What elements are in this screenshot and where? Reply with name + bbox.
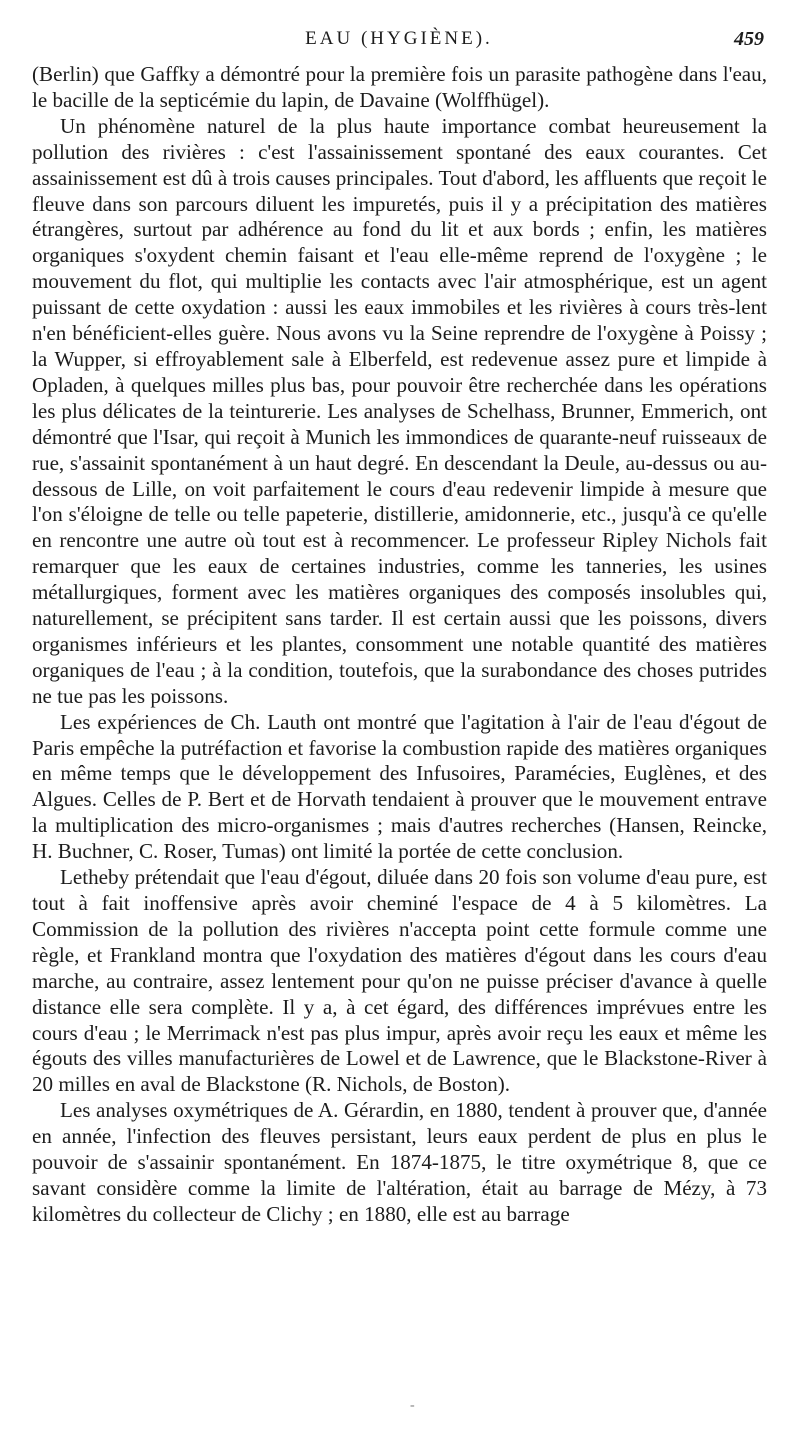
paragraph-continuation: (Berlin) que Gaffky a démontré pour la première fois un parasite pathogène dans l'eau, le bacille de la septicémie du lapin, de Davaine (Wolffhügel). (32, 62, 767, 112)
page-header (34, 28, 764, 58)
paragraph-lauth: Les expériences de Ch. Lauth ont montré que l'agitation à l'air de l'eau d'égout de Paris empêche la putréfaction et favorise la combustion rapide des matières organiques en même temps que le développement des Infusoires, Paramécies, Euglènes, et des Algues. Celles de P. Bert et de Horvath tendaient à prouver que le mouvement entrave la multiplication des micro-organismes ; mais d'autres recherches (Hansen, Reincke, H. Buchner, C. Roser, Tumas) ont limité la portée de cette conclusion. (32, 709, 767, 864)
running-head: EAU (HYGIÈNE). (305, 28, 493, 49)
footer-mark: - (410, 1398, 415, 1413)
paragraph-assainissement: Un phénomène naturel de la plus haute importance combat heureusement la pollution des rivières : c'est l'assainissement spontané des eaux courantes. Cet assainissement est dû à trois causes principales. Tout d'abord, les affluents que reçoit le fleuve dans son parcours diluent les impuretés, puis il y a précipitation des matières étrangères, surtout par adhérence au fond du lit et aux bords ; enfin, les matières organiques s'oxydent chemin faisant et l'eau elle-même reprend de l'oxygène ; le mouvement du flot, qui multiplie les contacts avec l'air atmosphérique, est un agent puissant de cette oxydation : aussi les eaux immobiles et les rivières à cours très-lent n'en bénéficient-elles guère. Nous avons vu la Seine reprendre de l'oxygène à Poissy ; la Wupper, si effroyablement sale à Elberfeld, est redevenue assez pure et limpide à Opladen, à quelques milles plus bas, pour pouvoir être recherchée dans les opérations les plus délicates de la teinturerie. Les analyses de Schelhass, Brunner, Emmerich, ont démontré que l'Isar, qui reçoit à Munich les immondices de quarante-neuf ruisseaux de rue, s'assainit spontanément à un haut degré. En descendant la Deule, au-dessus ou au-dessous de Lille, on voit parfaitement le cours d'eau redevenir limpide à mesure que l'on s'éloigne de telle ou telle papeterie, distillerie, amidonnerie, etc., jusqu'à ce qu'elle en rencontre une autre où tout est à recommencer. Le professeur Ripley Nichols fait remarquer que les eaux de certaines industries, comme les tanneries, les usines métallurgiques, forment avec les matières organiques des composés insolubles qui, naturellement, se précipitent sans tarder. Il est certain aussi que les poissons, divers organismes inférieurs et les plantes, consomment une notable quantité des matières organiques de l'eau ; à la condition, toutefois, que la surabondance des choses putrides ne tue pas les poissons. (32, 113, 767, 708)
paragraph-letheby: Letheby prétendait que l'eau d'égout, diluée dans 20 fois son volume d'eau pure, est tout à fait inoffensive après avoir cheminé l'espace de 4 à 5 kilomètres. La Commission de la pollution des rivières n'accepta point cette formule comme une règle, et Frankland montra que l'oxydation des matières d'égout dans les cours d'eau marche, au contraire, assez lentement pour qu'on ne puisse préciser d'avance à quelle distance elle sera complète. Il y a, à cet égard, des différences imprévues entre les cours d'eau ; le Merrimack n'est pas plus impur, après avoir reçu les eaux et même les égouts des villes manufacturières de Lowel et de Lawrence, que le Blackstone-River à 20 milles en aval de Blackstone (R. Nichols, de Boston). (32, 865, 767, 1097)
paragraph-gerardin: Les analyses oxymétriques de A. Gérardin, en 1880, tendent à prouver que, d'année en année, l'infection des fleuves persistant, leurs eaux perdent de plus en plus le pouvoir de s'assainir spontanément. En 1874-1875, le titre oxymétrique 8, que ce savant considère comme la limite de l'altération, était au barrage de Mézy, à 73 kilomètres du collecteur de Clichy ; en 1880, elle est au barrage (32, 1098, 767, 1226)
page-number: 459 (734, 28, 764, 50)
body-text (32, 62, 767, 1228)
